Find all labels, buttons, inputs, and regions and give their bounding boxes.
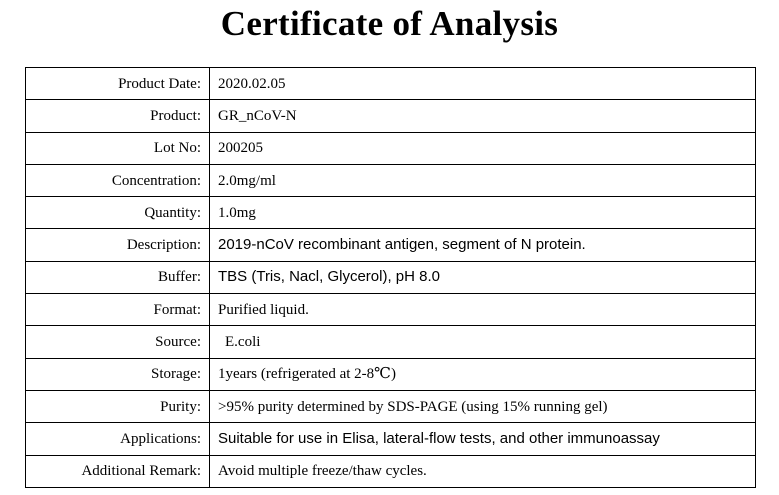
- field-label-source: Source:: [26, 326, 210, 358]
- table-row: [26, 229, 756, 261]
- field-value-concentration: 2.0mg/ml: [210, 164, 756, 196]
- field-value-purity: >95% purity determined by SDS-PAGE (using 15% running gel): [210, 390, 756, 422]
- field-value-lot-no: 200205: [210, 132, 756, 164]
- table-row: [26, 261, 756, 293]
- field-value-buffer: TBS (Tris, Nacl, Glycerol), pH 8.0: [210, 261, 756, 293]
- table-row: [26, 164, 756, 196]
- field-value-quantity: 1.0mg: [210, 197, 756, 229]
- field-label-concentration: Concentration:: [26, 164, 210, 196]
- field-label-buffer: Buffer:: [26, 261, 210, 293]
- field-label-lot-no: Lot No:: [26, 132, 210, 164]
- field-label-storage: Storage:: [26, 358, 210, 390]
- field-label-format: Format:: [26, 294, 210, 326]
- field-label-applications: Applications:: [26, 423, 210, 455]
- table-row: [26, 197, 756, 229]
- field-label-product-date: Product Date:: [26, 68, 210, 100]
- field-value-product-date: 2020.02.05: [210, 68, 756, 100]
- field-value-description: 2019-nCoV recombinant antigen, segment of N protein.: [210, 229, 756, 261]
- table-row: [26, 68, 756, 100]
- field-label-purity: Purity:: [26, 390, 210, 422]
- field-value-format: Purified liquid.: [210, 294, 756, 326]
- field-value-additional-remark: Avoid multiple freeze/thaw cycles.: [210, 455, 756, 487]
- table-row: [26, 455, 756, 487]
- field-label-quantity: Quantity:: [26, 197, 210, 229]
- field-value-product: GR_nCoV-N: [210, 100, 756, 132]
- field-label-description: Description:: [26, 229, 210, 261]
- table-row: [26, 132, 756, 164]
- table-row: [26, 358, 756, 390]
- field-label-product: Product:: [26, 100, 210, 132]
- table-row: [26, 423, 756, 455]
- table-row: [26, 100, 756, 132]
- field-value-applications: Suitable for use in Elisa, lateral-flow tests, and other immunoassay: [210, 423, 756, 455]
- document-title: Certificate of Analysis: [220, 4, 559, 43]
- field-label-additional-remark: Additional Remark:: [26, 455, 210, 487]
- table-row: [26, 390, 756, 422]
- table-row: [26, 294, 756, 326]
- field-value-storage: 1years (refrigerated at 2-8℃): [210, 358, 756, 390]
- certificate-table: [25, 67, 756, 488]
- table-row: [26, 326, 756, 358]
- field-value-source: E.coli: [210, 326, 756, 358]
